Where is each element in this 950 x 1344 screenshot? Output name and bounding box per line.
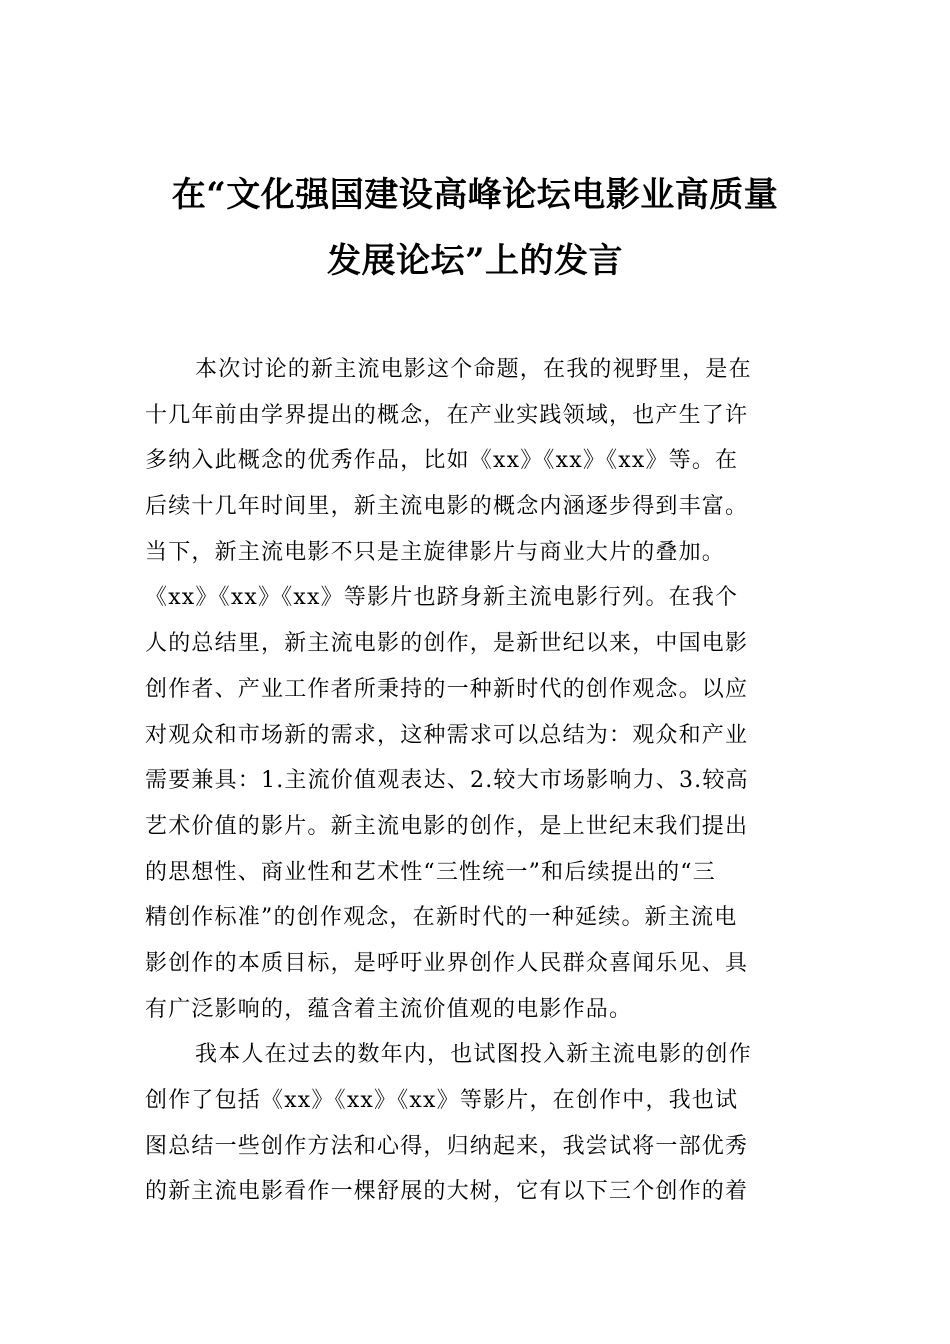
- paragraph-line: 本次讨论的新主流电影这个命题，在我的视野里，是在: [195, 357, 752, 382]
- paragraph-line: 图总结一些创作方法和心得，归纳起来，我尝试将一部优秀: [145, 1133, 749, 1159]
- paragraph-line: 我本人在过去的数年内，也试图投入新主流电影的创作: [195, 1042, 752, 1068]
- document-body: [145, 347, 807, 1215]
- title-line-1: 在“文化强国建设高峰论坛电影业高质量: [171, 175, 779, 215]
- paragraph-line: 艺术价值的影片。新主流电影的创作，是上世纪末我们提出: [145, 813, 749, 839]
- title-line-2: 发展论坛”上的发言: [326, 241, 624, 281]
- paragraph-line: 《xx》《xx》《xx》等影片也跻身新主流电影行列。在我个: [145, 585, 739, 611]
- paragraph-line: 人的总结里，新主流电影的创作，是新世纪以来，中国电影: [145, 631, 749, 657]
- paragraph-line: 的思想性、商业性和艺术性“三性统一”和后续提出的“三: [145, 859, 716, 885]
- paragraph-line: 创作者、产业工作者所秉持的一种新时代的创作观念。以应: [145, 676, 749, 702]
- paragraph-line: 多纳入此概念的优秀作品，比如《xx》《xx》《xx》等。在: [145, 448, 739, 474]
- document-title: [120, 162, 830, 294]
- paragraph-line: 的新主流电影看作一棵舒展的大树，它有以下三个创作的着: [145, 1179, 749, 1205]
- paragraph-line: 对观众和市场新的需求，这种需求可以总结为：观众和产业: [145, 722, 749, 748]
- paragraph-line: 创作了包括《xx》《xx》《xx》等影片，在创作中，我也试: [145, 1088, 739, 1113]
- paragraph-line: 有广泛影响的，蕴含着主流价值观的电影作品。: [145, 996, 633, 1022]
- paragraph-line: 需要兼具：1.主流价值观表达、2.较大市场影响力、3.较高: [145, 768, 749, 794]
- paragraph-line: 影创作的本质目标，是呼吁业界创作人民群众喜闻乐见、具: [145, 950, 749, 976]
- paragraph-line: 当下，新主流电影不只是主旋律影片与商业大片的叠加。: [145, 539, 726, 565]
- paragraph-line: 精创作标准”的创作观念，在新时代的一种延续。新主流电: [145, 905, 738, 931]
- paragraph-line: 后续十几年时间里，新主流电影的概念内涵逐步得到丰富。: [145, 494, 749, 520]
- paragraph-line: 十几年前由学界提出的概念，在产业实践领域，也产生了许: [145, 402, 749, 428]
- paragraph-1: [145, 347, 807, 1032]
- paragraph-2: [145, 1032, 807, 1215]
